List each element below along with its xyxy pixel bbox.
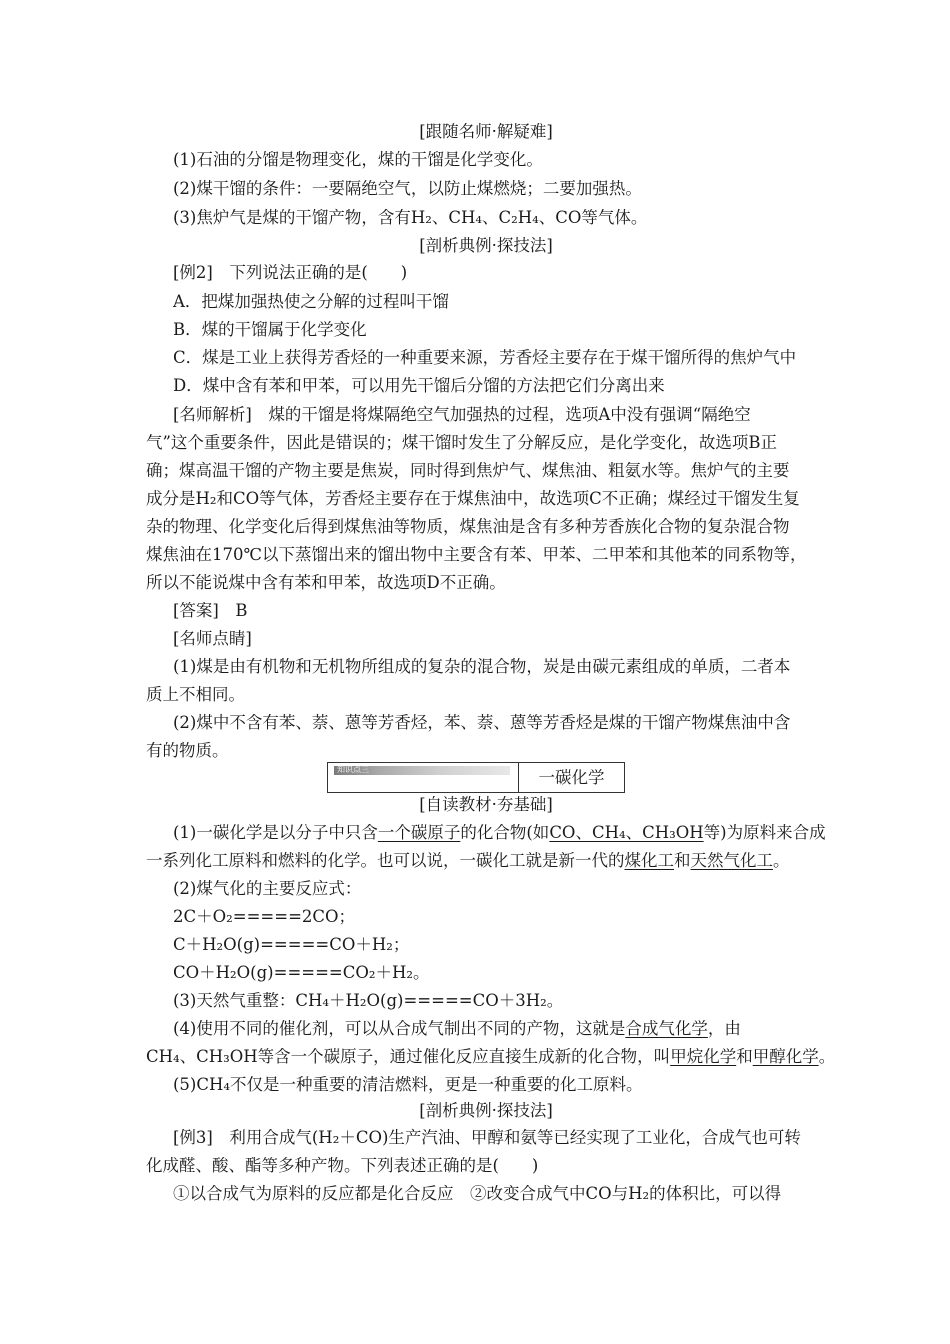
section-header-follow-teacher: [跟随名师·解疑难]: [419, 122, 553, 141]
one-carbon-paragraph-1: [173, 823, 853, 843]
underlined-answer: 一个碳原子: [377, 823, 461, 842]
underlined-answer: 天然气化工: [690, 851, 773, 870]
section-header-example-analysis-2: [剖析典例·探技法]: [419, 1101, 553, 1120]
example-2-analysis-line: 气”这个重要条件，因此是错误的；煤干馏时发生了分解反应，是化学变化，故选项B正: [146, 433, 778, 452]
methane-paragraph: (5)CH₄不仅是一种重要的清洁燃料，更是一种重要的化工原料。: [173, 1075, 643, 1094]
equation-3: CO＋H₂O(g)=====CO₂＋H₂。: [173, 963, 430, 982]
text-run: (1)一碳化学是以分子中只含: [173, 823, 378, 842]
underlined-answer: 煤化工: [624, 851, 674, 870]
text-run: 等)为原料来合成: [703, 823, 826, 842]
knowledge-point-title: 一碳化学: [538, 768, 605, 787]
example-2-analysis-line: 所以不能说煤中含有苯和甲苯，故选项D不正确。: [146, 573, 506, 592]
syngas-paragraph: [173, 1019, 853, 1039]
example-2-option-c: C．煤是工业上获得芳香烃的一种重要来源，芳香烃主要存在于煤干馏所得的焦炉气中: [173, 348, 797, 367]
coal-gasification-heading: (2)煤气化的主要反应式：: [173, 879, 362, 898]
note-paragraph-2: (2)煤干馏的条件：一要隔绝空气，以防止煤燃烧；二要加强热。: [173, 179, 642, 198]
equation-1: 2C＋O₂=====2CO；: [173, 907, 356, 926]
underlined-answer: 甲烷化学: [670, 1047, 737, 1066]
example-2-tip-line: 质上不相同。: [146, 685, 245, 704]
text-run: (4)使用不同的催化剂，可以从合成气制出不同的产物，这就是: [173, 1019, 626, 1038]
section-header-example-analysis: [剖析典例·探技法]: [419, 236, 553, 255]
text-run: 的化合物(如: [460, 823, 550, 842]
example-2-option-a: A．把煤加强热使之分解的过程叫干馏: [173, 292, 449, 311]
text-run: ，由: [707, 1019, 741, 1038]
example-2-answer: [答案] B: [173, 601, 248, 620]
example-2-analysis-line: 成分是H₂和CO等气体，芳香烃主要存在于煤焦油中，故选项C不正确；煤经过干馏发生复: [146, 489, 800, 508]
underlined-answer: CO、CH₄、CH₃OH: [549, 823, 704, 842]
example-2-analysis-line: 杂的物理、化学变化后得到煤焦油等物质，煤焦油是含有多种芳香族化合物的复杂混合物: [146, 517, 790, 536]
example-2-analysis-line: [名师解析] 煤的干馏是将煤隔绝空气加强热的过程，选项A中没有强调“隔绝空: [173, 405, 751, 424]
natural-gas-reforming: (3)天然气重整：CH₄＋H₂O(g)=====CO＋3H₂。: [173, 991, 564, 1010]
example-3-line: 化成醛、酸、酯等多种产物。下列表述正确的是( ): [146, 1156, 539, 1175]
example-2-tip-line: (2)煤中不含有苯、萘、蒽等芳香烃，苯、萘、蒽等芳香烃是煤的干馏产物煤焦油中含: [173, 713, 791, 732]
note-paragraph-1: (1)石油的分馏是物理变化，煤的干馏是化学变化。: [173, 150, 543, 169]
equation-2: C＋H₂O(g)=====CO＋H₂；: [173, 935, 410, 954]
knowledge-point-banner: [327, 762, 625, 793]
knowledge-point-tag-cell: [328, 763, 519, 792]
example-2-tip-line: 有的物质。: [146, 741, 229, 760]
example-2-tip-header: [名师点睛]: [173, 629, 252, 648]
knowledge-point-tag-label: 知识点三: [337, 765, 369, 774]
underlined-answer: 合成气化学: [625, 1019, 708, 1038]
example-2-analysis-line: 煤焦油在170℃以下蒸馏出来的馏出物中主要含有苯、甲苯、二甲苯和其他苯的同系物等，: [146, 545, 807, 564]
text-run: 一系列化工原料和燃料的化学。也可以说，一碳化工就是新一代的: [146, 851, 625, 870]
note-paragraph-3: (3)焦炉气是煤的干馏产物，含有H₂、CH₄、C₂H₄、CO等气体。: [173, 208, 648, 227]
example-3-line: [例3] 利用合成气(H₂＋CO)生产汽油、甲醇和氨等已经实现了工业化，合成气也可转: [173, 1128, 801, 1147]
example-2-option-d: D．煤中含有苯和甲苯，可以用先干馏后分馏的方法把它们分离出来: [173, 376, 665, 395]
example-2-tip-line: (1)煤是由有机物和无机物所组成的复杂的混合物，炭是由碳元素组成的单质，二者本: [173, 657, 791, 676]
knowledge-point-tag: [334, 766, 510, 775]
example-2-stem: [例2] 下列说法正确的是( ): [173, 263, 408, 282]
text-run: 和: [736, 1047, 753, 1066]
text-run: 。: [818, 1047, 836, 1066]
syngas-paragraph-cont: [146, 1047, 836, 1067]
example-2-option-b: B．煤的干馏属于化学变化: [173, 320, 367, 339]
text-run: 和: [674, 851, 691, 870]
one-carbon-paragraph-1-cont: [146, 851, 826, 871]
example-3-line: ①以合成气为原料的反应都是化合反应 ②改变合成气中CO与H₂的体积比，可以得: [173, 1184, 782, 1203]
example-2-analysis-line: 确；煤高温干馏的产物主要是焦炭，同时得到焦炉气、煤焦油、粗氨水等。焦炉气的主要: [146, 461, 790, 480]
underlined-answer: 甲醇化学: [752, 1047, 819, 1066]
section-header-self-study: [自读教材·夯基础]: [419, 795, 553, 814]
text-run: 。: [773, 851, 790, 870]
text-run: CH₄、CH₃OH等含一个碳原子，通过催化反应直接生成新的化合物，叫: [146, 1047, 671, 1066]
